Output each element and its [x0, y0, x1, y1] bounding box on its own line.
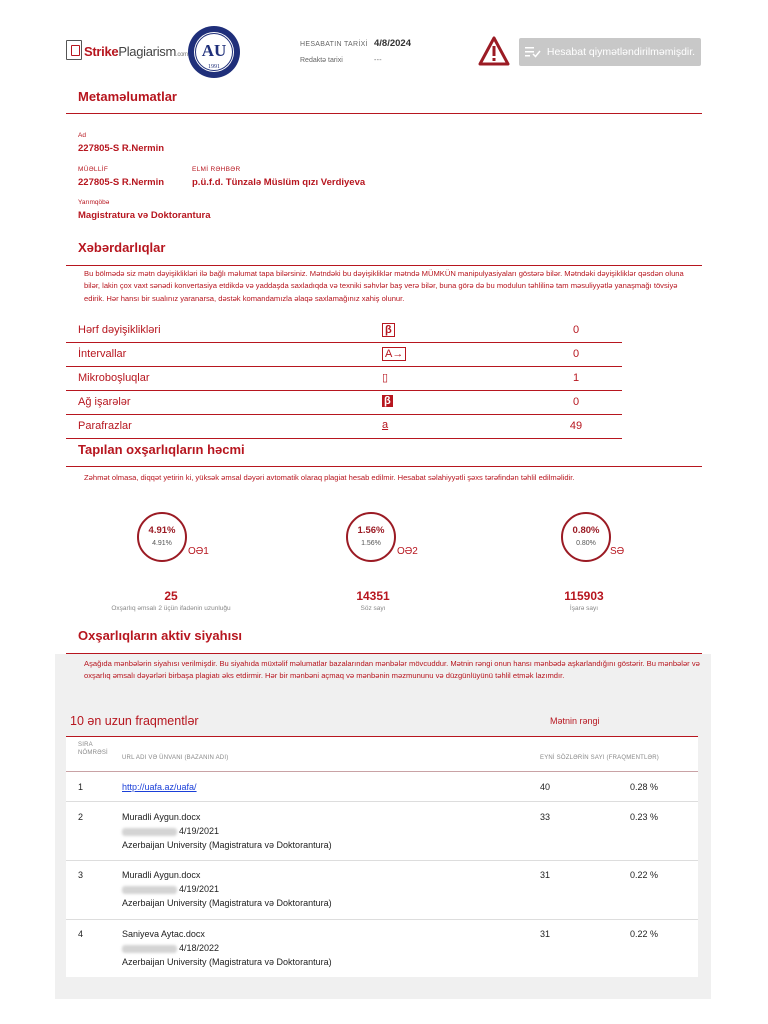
warning-icon — [478, 36, 510, 66]
alert-row-label: Mikroboşluqlar — [78, 372, 150, 384]
header-count: EYNİ SÖZLƏRİN SAYI (FRAQMENTLƏR) — [540, 755, 659, 761]
supervisor-value: p.ü.f.d. Tünzalə Müslüm qızı Verdiyeva — [192, 177, 366, 188]
active-list-divider — [66, 653, 702, 654]
source-date-line — [122, 884, 219, 894]
redacted-author — [122, 945, 177, 953]
word-count-label: Söz sayı — [360, 605, 386, 612]
similarity-percent: 0.22 % — [630, 870, 659, 880]
source-database: Azerbaijan University (Magistratura və Doktorantura) — [122, 898, 332, 908]
source-date: 4/19/2021 — [179, 884, 220, 894]
source-database: Azerbaijan University (Magistratura və Doktorantura) — [122, 840, 332, 850]
circle-value: 4.91% — [148, 525, 176, 536]
source-title[interactable]: Saniyeva Aytac.docx — [122, 929, 205, 939]
logo-plagiarism-text: Plagiarism — [118, 44, 177, 59]
word-count-value: 14351 — [356, 589, 390, 603]
paraphrase-icon: a — [382, 419, 389, 431]
similarity-coefficient-2-circle — [346, 512, 396, 562]
header-num-line1: SIRA — [78, 742, 93, 748]
citation-coefficient-circle — [561, 512, 611, 562]
alert-row — [66, 366, 622, 391]
source-title[interactable]: Muradli Aygun.docx — [122, 812, 201, 822]
alert-row-label: Ağ işarələr — [78, 396, 131, 408]
active-list-note: Aşağıda mənbələrin siyahısı verilmişdir. Bu siyahıda müxtəlif məlumatlar bazalarından mənbələr mövcuddur. Mətnin rəngi onun hansı mənbədə aşkarlandığını göstərir. Bu mənbələr və oxşarlıq əmsalı dəyərləri birbaşa plagiatı əks etdirmir. Hər bir mənbəni açmaq və mənbənin məzmununu və düzgünlüyünü təhlil etmək lazımdır. — [84, 659, 700, 681]
text-color-label: Mətnin rəngi — [550, 716, 600, 726]
report-date-value: 4/8/2024 — [374, 38, 411, 49]
alert-row — [66, 342, 622, 367]
character-count-label: İşarə sayı — [569, 605, 599, 612]
fragments-title: 10 ən uzun fraqmentlər — [70, 714, 199, 728]
strikeplagiarism-logo — [84, 44, 188, 59]
similarity-percent: 0.28 % — [630, 782, 659, 792]
supervisor-label: ELMİ RƏHBƏR — [192, 166, 241, 173]
circle-sub-value: 4.91% — [152, 540, 172, 547]
metadata-divider — [66, 113, 702, 114]
university-seal-icon — [186, 24, 242, 80]
edit-date-label: Redaktə tarixi — [300, 57, 343, 64]
same-words-count: 31 — [540, 870, 551, 880]
similarity-divider — [66, 466, 702, 467]
row-divider — [66, 919, 698, 920]
alert-row — [66, 318, 622, 343]
report-status-text: Hesabat qiymətləndirilməmişdir. — [546, 46, 696, 58]
header-url: URL ADI VƏ ÜNVANI (BAZANIN ADI) — [122, 755, 229, 761]
redacted-author — [122, 828, 177, 836]
author-label: MÜƏLLİF — [78, 166, 109, 173]
row-divider — [66, 860, 698, 861]
same-words-count: 33 — [540, 812, 551, 822]
alert-row-value: 0 — [572, 348, 580, 360]
letter-replacement-icon: β — [382, 323, 395, 337]
circle-value: 0.80% — [572, 525, 600, 536]
circle-label: OƏ1 — [188, 546, 209, 557]
similarity-percent: 0.23 % — [630, 812, 659, 822]
author-value: 227805-S R.Nermin — [78, 177, 165, 188]
similarity-note: Zəhmət olmasa, diqqət yetirin ki, yüksək əmsal dəyəri avtomatik olaraq plagiat hesab edilmir. Hesabat səlahiyyətli şəxs tərəfindən təhlil edilməlidir. — [84, 473, 575, 482]
alerts-divider — [66, 265, 702, 266]
subunit-value: Magistratura və Doktorantura — [78, 210, 211, 221]
fragments-table — [66, 736, 698, 977]
report-date-label: HESABATIN TARİXİ — [300, 41, 368, 48]
alerts-title: Xəbərdarlıqlar — [78, 240, 166, 255]
header-num-line2: NÖMRƏSİ — [78, 750, 108, 756]
phrase-length-label: Oxşarlıq əmsalı 2 üçün ifadənin uzunluğu — [111, 605, 231, 612]
similarity-coefficient-1-circle — [137, 512, 187, 562]
metadata-title: Metaməlumatlar — [78, 89, 177, 104]
character-count-value: 115903 — [564, 589, 604, 603]
circle-value: 1.56% — [357, 525, 385, 536]
svg-text:AU: AU — [201, 41, 227, 60]
active-list-title: Oxşarlıqların aktiv siyahısı — [78, 628, 243, 643]
table-header-divider — [66, 771, 698, 772]
same-words-count: 40 — [540, 782, 551, 792]
redacted-author — [122, 886, 177, 894]
subunit-label: Yarımqöbə — [78, 199, 110, 206]
circle-label: OƏ2 — [397, 546, 418, 557]
circle-label: SƏ — [610, 546, 625, 557]
source-date-line — [122, 943, 219, 953]
circle-sub-value: 1.56% — [361, 540, 381, 547]
alert-row-value: 49 — [569, 420, 583, 432]
name-value: 227805-S R.Nermin — [78, 143, 165, 154]
source-date-line — [122, 826, 219, 836]
micro-space-icon: ▯ — [382, 372, 389, 384]
white-characters-icon: β — [384, 395, 391, 407]
alerts-note: Bu bölmədə siz mətn dəyişiklikləri ilə bağlı məlumat tapa bilərsiniz. Mətndəki bu dəyişikliklər mətndə MÜMKÜN manipulyasiyaları göstərə bilər. Mətndəki dəyişikliklər qəsdən oluna bilər, lakin çox vaxt sənədi konvertasiya etdikdə və yaddaşda saxladıqda və texniki səhvlər baş verə bilər, buna görə də bu modulun təhlilinə tam məsuliyyətlə yanaşmağı tövsiyə edirik. Hər hansı bir sualınız yaranarsa, dəstək komandamızla əlaqə saxlamağınız xahiş olunur. — [84, 269, 684, 303]
circle-sub-value: 0.80% — [576, 540, 596, 547]
row-number: 2 — [78, 812, 84, 822]
row-number: 1 — [78, 782, 84, 792]
logo-strike-text: Strike — [84, 44, 119, 59]
seal-year: 1991 — [208, 64, 220, 70]
list-check-icon — [525, 46, 541, 58]
alert-row — [66, 414, 622, 439]
source-database: Azerbaijan University (Magistratura və Doktorantura) — [122, 957, 332, 967]
edit-date-value: --- — [374, 57, 382, 64]
phrase-length-value: 25 — [164, 589, 178, 603]
source-date: 4/18/2022 — [179, 943, 220, 953]
row-number: 3 — [78, 870, 84, 880]
alert-row-label: Hərf dəyişiklikləri — [78, 324, 161, 336]
interval-icon: A→ — [382, 347, 406, 361]
name-label: Ad — [78, 132, 86, 139]
report-status-button[interactable] — [519, 38, 701, 66]
source-title[interactable]: Muradli Aygun.docx — [122, 870, 201, 880]
alert-row-value: 0 — [572, 396, 580, 408]
alert-row-value: 1 — [572, 372, 580, 384]
alert-row-label: Parafrazlar — [78, 420, 132, 432]
row-number: 4 — [78, 929, 84, 939]
source-link[interactable]: http://uafa.az/uafa/ — [122, 782, 197, 792]
logo-document-icon — [66, 40, 82, 60]
similarity-title: Tapılan oxşarlıqların həcmi — [78, 442, 245, 457]
logo-dotcom-text: .com — [176, 52, 188, 58]
table-top-divider — [66, 736, 698, 737]
similarity-percent: 0.22 % — [630, 929, 659, 939]
alert-row — [66, 390, 622, 415]
same-words-count: 31 — [540, 929, 551, 939]
row-divider — [66, 801, 698, 802]
alert-row-label: İntervallar — [78, 348, 127, 360]
alert-row-value: 0 — [572, 324, 580, 336]
source-date: 4/19/2021 — [179, 826, 220, 836]
